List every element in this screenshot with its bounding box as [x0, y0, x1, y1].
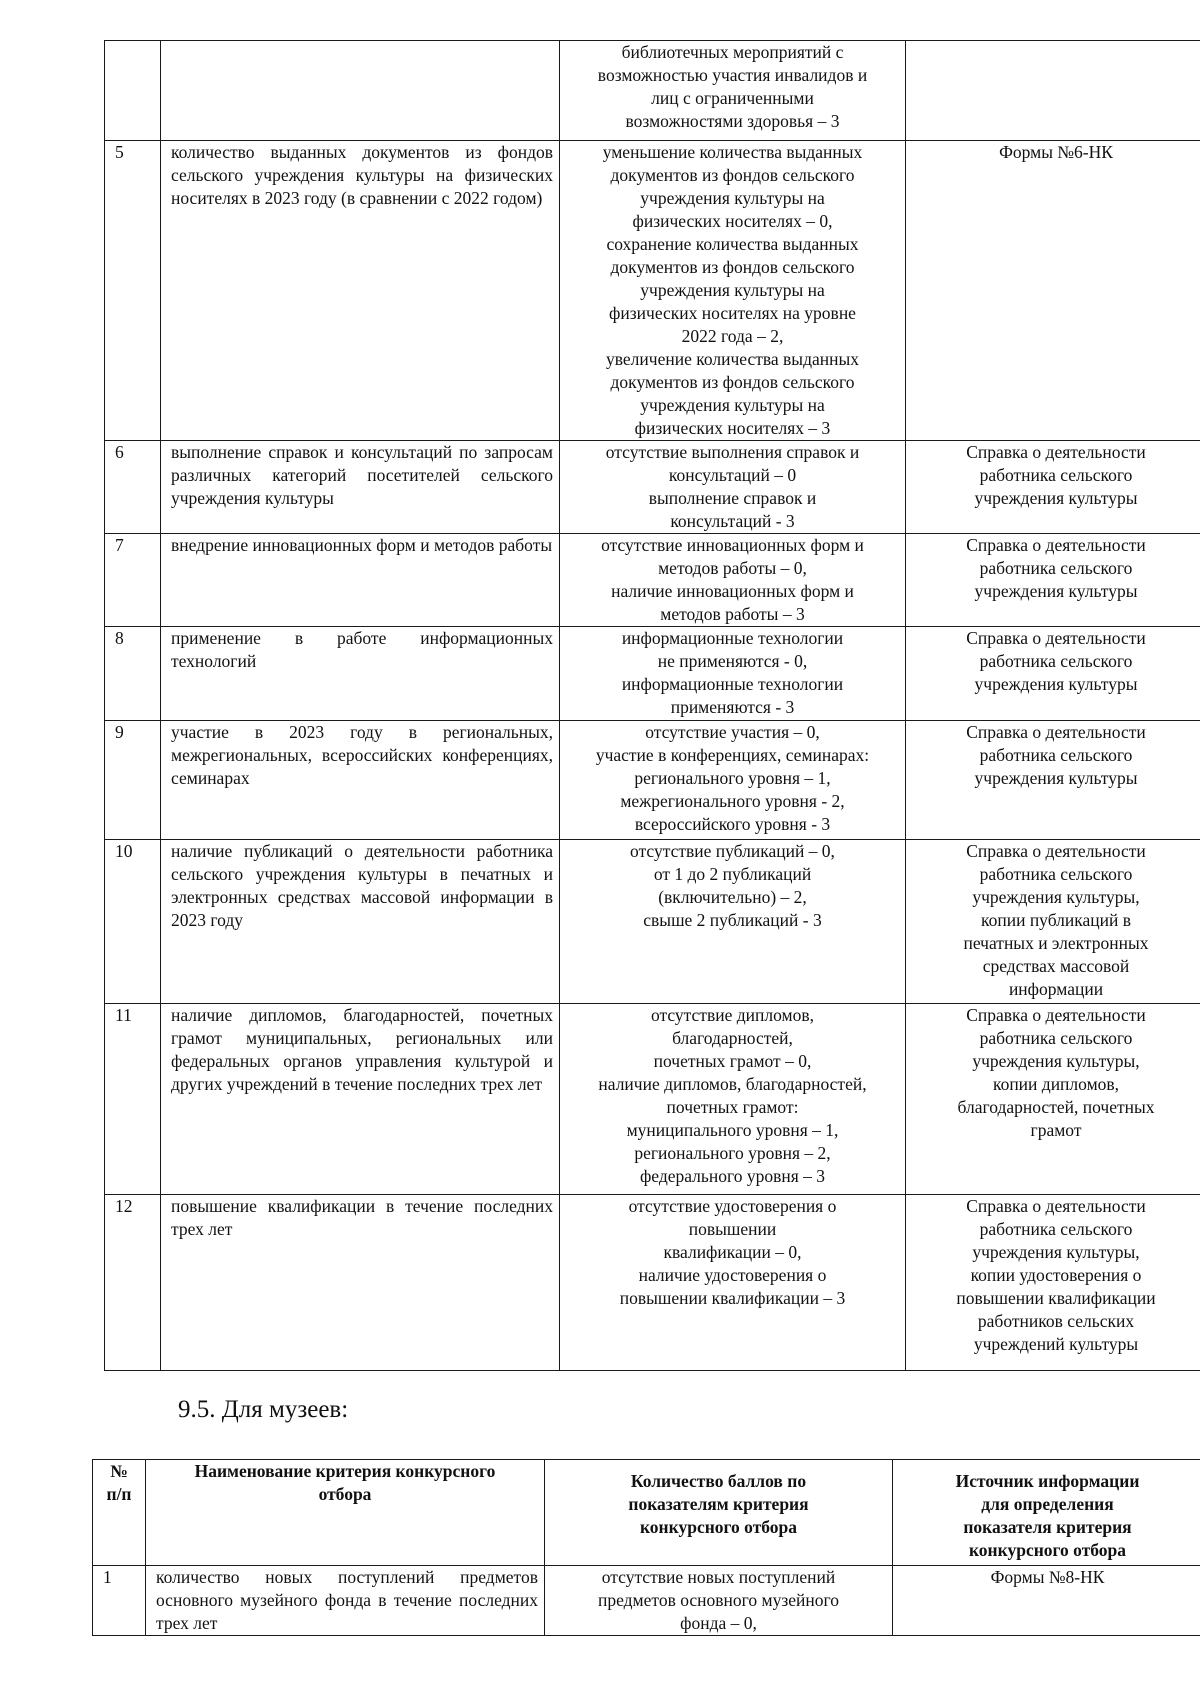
table-row: [105, 141, 1200, 441]
score-cell: отсутствие публикаций – 0, от 1 до 2 публикаций (включительно) – 2, свыше 2 публикаций - 3: [560, 840, 906, 1004]
criterion-cell: количество выданных документов из фондов сельского учреждения культуры на физических носителях в 2023 году (в сравнении с 2022 годом): [161, 141, 560, 441]
source-cell: Формы №6-НК: [906, 141, 1200, 441]
source-cell: Справка о деятельности работника сельского учреждения культуры, копии публикаций в печатных и электронных средствах массовой информации: [906, 840, 1200, 1004]
table-row: [105, 721, 1200, 840]
score-cell: отсутствие участия – 0, участие в конференциях, семинарах: регионального уровня – 1, межрегионального уровня - 2, всероссийского уровня - 3: [560, 721, 906, 840]
table-row: [105, 1195, 1200, 1371]
criterion-cell: наличие дипломов, благодарностей, почетных грамот муниципальных, региональных или федеральных органов управления культурой и других учреждений в течение последних трех лет: [161, 1004, 560, 1195]
row-number: 8: [105, 627, 161, 721]
source-cell: [906, 41, 1200, 141]
table-row: [105, 41, 1200, 141]
column-header-criterion: Наименование критерия конкурсного отбора: [146, 1460, 545, 1566]
row-number: 9: [105, 721, 161, 840]
criterion-cell: количество новых поступлений предметов основного музейного фонда в течение последних трех лет: [146, 1566, 545, 1636]
criterion-cell: применение в работе информационных технологий: [161, 627, 560, 721]
criterion-cell: наличие публикаций о деятельности работника сельского учреждения культуры в печатных и электронных средствах массовой информации в 2023 году: [161, 840, 560, 1004]
table-row: [105, 840, 1200, 1004]
criterion-cell: выполнение справок и консультаций по запросам различных категорий посетителей сельского учреждения культуры: [161, 441, 560, 534]
criterion-cell: внедрение инновационных форм и методов работы: [161, 534, 560, 627]
criteria-table-continued: [104, 40, 1200, 1371]
column-header-source: Источник информации для определения показателя критерия конкурсного отбора: [893, 1460, 1200, 1566]
row-number: 6: [105, 441, 161, 534]
section-heading: 9.5. Для музеев:: [178, 1396, 349, 1423]
table-row: [105, 627, 1200, 721]
row-number: 11: [105, 1004, 161, 1195]
column-header-number: № п/п: [93, 1460, 146, 1566]
source-cell: Справка о деятельности работника сельского учреждения культуры: [906, 441, 1200, 534]
column-header-score: Количество баллов по показателям критерия конкурсного отбора: [545, 1460, 893, 1566]
table-row: [93, 1566, 1200, 1636]
row-number: 1: [93, 1566, 146, 1636]
source-cell: Справка о деятельности работника сельского учреждения культуры: [906, 534, 1200, 627]
score-cell: отсутствие дипломов, благодарностей, почетных грамот – 0, наличие дипломов, благодарностей, почетных грамот: муниципального уровня – 1, регионального уровня – 2, федерального уровня – 3: [560, 1004, 906, 1195]
score-cell: информационные технологии не применяются - 0, информационные технологии применяются - 3: [560, 627, 906, 721]
criterion-cell: повышение квалификации в течение последних трех лет: [161, 1195, 560, 1371]
table-row: [105, 1004, 1200, 1195]
criterion-cell: [161, 41, 560, 141]
row-number: 10: [105, 840, 161, 1004]
criterion-cell: участие в 2023 году в региональных, межрегиональных, всероссийских конференциях, семинарах: [161, 721, 560, 840]
row-number: [105, 41, 161, 141]
museum-criteria-table: [92, 1459, 1200, 1636]
source-cell: Справка о деятельности работника сельского учреждения культуры: [906, 721, 1200, 840]
source-cell: Справка о деятельности работника сельского учреждения культуры, копии удостоверения о повышении квалификации работников сельских учреждений культуры: [906, 1195, 1200, 1371]
table-row: [105, 534, 1200, 627]
row-number: 12: [105, 1195, 161, 1371]
row-number: 5: [105, 141, 161, 441]
score-cell: отсутствие удостоверения о повышении квалификации – 0, наличие удостоверения о повышении квалификации – 3: [560, 1195, 906, 1371]
score-cell: отсутствие новых поступлений предметов основного музейного фонда – 0,: [545, 1566, 893, 1636]
table-header-row: [93, 1460, 1200, 1566]
table-row: [105, 441, 1200, 534]
score-cell: библиотечных мероприятий с возможностью участия инвалидов и лиц с ограниченными возможностями здоровья – 3: [560, 41, 906, 141]
score-cell: отсутствие выполнения справок и консультаций – 0 выполнение справок и консультаций - 3: [560, 441, 906, 534]
score-cell: отсутствие инновационных форм и методов работы – 0, наличие инновационных форм и методов работы – 3: [560, 534, 906, 627]
row-number: 7: [105, 534, 161, 627]
score-cell: уменьшение количества выданных документов из фондов сельского учреждения культуры на физических носителях – 0, сохранение количества выданных документов из фондов сельского учреждения культуры на физических носителях на уровне 2022 года – 2, увеличение количества выданных документов из фондов сельского учреждения культуры на физических носителях – 3: [560, 141, 906, 441]
source-cell: Справка о деятельности работника сельского учреждения культуры: [906, 627, 1200, 721]
source-cell: Формы №8-НК: [893, 1566, 1200, 1636]
source-cell: Справка о деятельности работника сельского учреждения культуры, копии дипломов, благодарностей, почетных грамот: [906, 1004, 1200, 1195]
